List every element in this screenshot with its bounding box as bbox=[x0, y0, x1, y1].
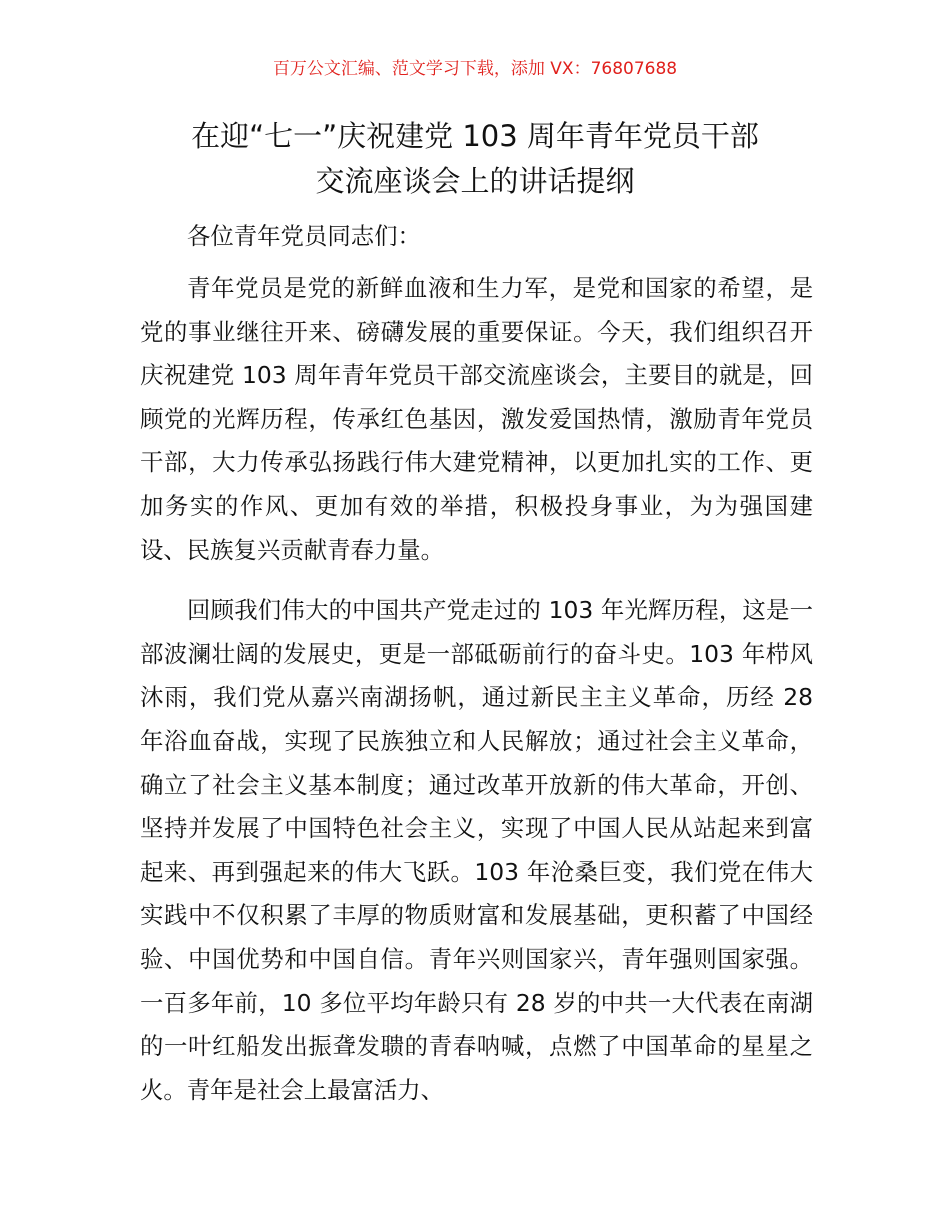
title-line-1: 在迎“七一”庆祝建党 103 周年青年党员干部 bbox=[191, 119, 759, 153]
paragraph: 回顾我们伟大的中国共产党走过的 103 年光辉历程，这是一部波澜壮阔的发展史，更是一部砥砺前行的奋斗史。103 年栉风沐雨，我们党从嘉兴南湖扬帆，通过新民主主义革命，历经 28 年浴血奋战，实现了民族独立和人民解放；通过社会主义革命，确立了社会主义基本制度；通过改革开放新的伟大革命，开创、坚持并发展了中国特色社会主义，实现了中国人民从站起来到富起来、再到强起来的伟大飞跃。103 年沧桑巨变，我们党在伟大实践中不仅积累了丰厚的物质财富和发展基础，更积蓄了中国经验、中国优势和中国自信。青年兴则国家兴，青年强则国家强。一百多年前，10 多位平均年龄只有 28 岁的中共一大代表在南湖的一叶红船发出振聋发聩的青春呐喊，点燃了中国革命的星星之火。青年是社会上最富活力、 bbox=[140, 596, 813, 1104]
document-title bbox=[100, 114, 850, 204]
title-line-2: 交流座谈会上的讲话提纲 bbox=[315, 164, 635, 198]
document-body bbox=[140, 216, 813, 1112]
header-banner: 百万公文汇编、范文学习下载，添加 VX：76807688 bbox=[272, 59, 678, 79]
paragraph: 青年党员是党的新鲜血液和生力军，是党和国家的希望，是党的事业继往开来、磅礴发展的重要保证。今天，我们组织召开庆祝建党 103 周年青年党员干部交流座谈会，主要目的就是，回顾党的光辉历程，传承红色基因，激发爱国热情，激励青年党员干部，大力传承弘扬践行伟大建党精神，以更加扎实的工作、更加务实的作风、更加有效的举措，积极投身事业，为为强国建设、民族复兴贡献青春力量。 bbox=[140, 274, 813, 564]
salutation: 各位青年党员同志们： bbox=[187, 222, 421, 250]
